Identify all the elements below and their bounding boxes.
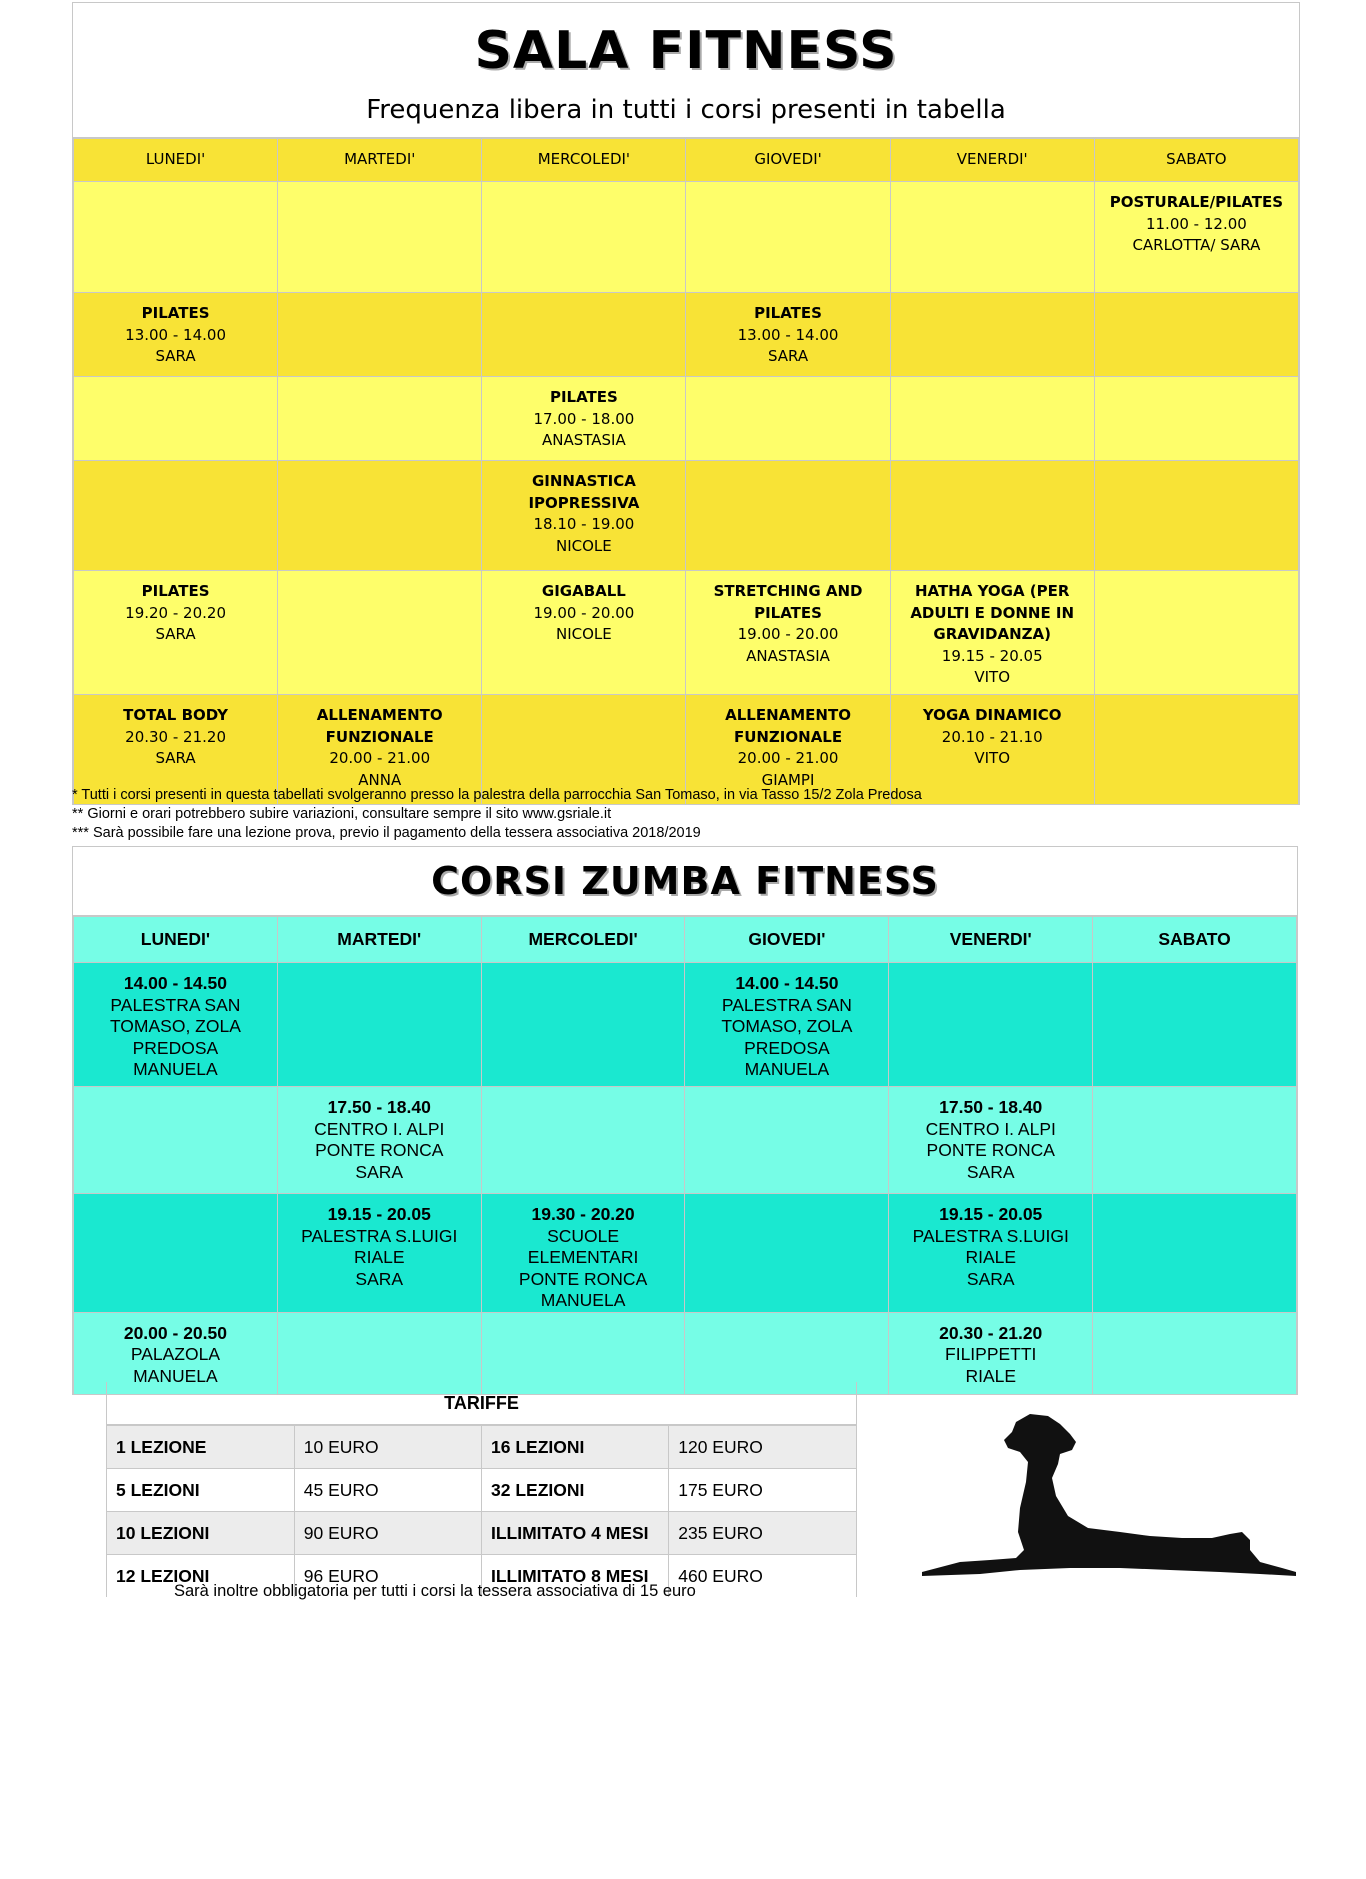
fitness-notes: [72, 786, 1298, 843]
package-price: 175 EURO: [669, 1469, 856, 1512]
zumba-row: [74, 1087, 1297, 1194]
fitness-cell: [74, 461, 278, 571]
package-label: ILLIMITATO 4 MESI: [482, 1512, 669, 1555]
course-name: PILATES: [141, 582, 210, 600]
fitness-cell: [1094, 377, 1298, 461]
course-teacher: NICOLE: [556, 536, 612, 555]
package-price: 235 EURO: [669, 1512, 856, 1555]
class-detail: MANUELA: [540, 1290, 626, 1310]
class-detail: PONTE RONCA: [926, 1140, 1055, 1160]
course-time: 20.30 - 21.20: [125, 727, 226, 746]
fitness-cell: [74, 377, 278, 461]
course-teacher: VITO: [974, 668, 1011, 686]
zumba-day-header-row: [74, 917, 1297, 963]
zumba-cell: [889, 1194, 1093, 1313]
class-detail: SARA: [966, 1268, 1015, 1289]
class-detail: MANUELA: [133, 1365, 218, 1386]
package-label: 16 LEZIONI: [482, 1426, 669, 1469]
class-detail: PALESTRA SAN TOMASO, ZOLA PREDOSA: [109, 994, 241, 1058]
class-detail: RIALE: [965, 1365, 1017, 1386]
zumba-title: CORSI ZUMBA FITNESS: [431, 859, 939, 903]
price-row: [107, 1426, 856, 1469]
class-detail: PONTE RONCA: [315, 1140, 444, 1160]
class-detail: SCUOLE ELEMENTARI: [527, 1225, 639, 1267]
fitness-cell: [278, 461, 482, 571]
price-grid: [107, 1425, 856, 1597]
class-detail: MANUELA: [744, 1059, 830, 1079]
fitness-cell: [686, 571, 890, 695]
course-name: GIGABALL: [541, 582, 626, 600]
package-price: 460 EURO: [669, 1555, 856, 1598]
fitness-cell: [74, 571, 278, 695]
note-line: *** Sarà possibile fare una lezione prova, previo il pagamento della tessera associativa 2018/2019: [72, 825, 701, 841]
fitness-cell: [1094, 293, 1298, 377]
class-detail: PALESTRA S.LUIGI: [912, 1225, 1069, 1246]
fitness-cell: [686, 182, 890, 293]
zumba-cell: [74, 1194, 278, 1313]
package-price: 90 EURO: [294, 1512, 481, 1555]
zumba-row: [74, 963, 1297, 1087]
package-label: 5 LEZIONI: [107, 1469, 294, 1512]
course-teacher: ANASTASIA: [746, 646, 830, 665]
fitness-row: [74, 293, 1299, 377]
course-teacher: NICOLE: [556, 625, 612, 643]
day-header: MERCOLEDI': [481, 917, 685, 963]
class-detail: RIALE: [353, 1247, 405, 1267]
fitness-cell: [1094, 182, 1298, 293]
zumba-cell: [1093, 1194, 1297, 1313]
zumba-cell: [1093, 1312, 1297, 1394]
fitness-header: [73, 3, 1299, 138]
fitness-cell: [482, 377, 686, 461]
zumba-cell: [685, 1194, 889, 1313]
fitness-cell: [890, 461, 1094, 571]
course-name: GINNASTICA IPOPRESSIVA: [528, 472, 640, 512]
fitness-cell: [482, 571, 686, 695]
fitness-schedule: [72, 2, 1300, 805]
zumba-cell: [889, 1087, 1093, 1194]
fitness-cell: [482, 461, 686, 571]
course-time: 17.00 - 18.00: [533, 409, 635, 428]
fitness-day-header-row: [74, 139, 1299, 182]
class-detail: CENTRO I. ALPI: [314, 1118, 445, 1139]
class-time: 19.15 - 20.05: [939, 1204, 1043, 1224]
course-teacher: ANNA: [358, 770, 402, 789]
package-label: 32 LEZIONI: [482, 1469, 669, 1512]
course-name: TOTAL BODY: [123, 706, 228, 724]
course-time: 20.00 - 21.00: [737, 749, 839, 767]
course-time: 19.20 - 20.20: [125, 603, 226, 622]
day-header: GIOVEDI': [686, 139, 890, 182]
note-line: * Tutti i corsi presenti in questa tabellati svolgeranno presso la palestra della parrocchia San Tomaso, in via Tasso 15/2 Zola Predosa: [72, 787, 922, 803]
course-teacher: CARLOTTA/ SARA: [1132, 236, 1261, 254]
class-detail: PALESTRA SAN TOMASO, ZOLA PREDOSA: [721, 994, 853, 1058]
course-time: 13.00 - 14.00: [737, 325, 839, 344]
class-time: 14.00 - 14.50: [123, 973, 227, 993]
zumba-cell: [1093, 963, 1297, 1087]
zumba-cell: [685, 1087, 889, 1194]
fitness-cell: [1094, 461, 1298, 571]
fitness-row: [74, 461, 1299, 571]
day-header: LUNEDI': [74, 139, 278, 182]
course-teacher: SARA: [155, 625, 196, 643]
class-detail: CENTRO I. ALPI: [925, 1118, 1056, 1139]
yoga-silhouette-icon: [920, 1412, 1298, 1576]
package-price: 10 EURO: [294, 1426, 481, 1469]
fitness-cell: [686, 377, 890, 461]
course-name: POSTURALE/PILATES: [1109, 193, 1284, 211]
zumba-cell: [889, 963, 1093, 1087]
fitness-title: SALA FITNESS: [474, 21, 898, 81]
zumba-header: [73, 847, 1297, 916]
zumba-cell: [481, 1087, 685, 1194]
fitness-cell: [890, 571, 1094, 695]
class-detail: PONTE RONCA: [518, 1268, 648, 1289]
fitness-cell: [278, 377, 482, 461]
fitness-cell: [74, 293, 278, 377]
fitness-cell: [482, 182, 686, 293]
course-time: 19.00 - 20.00: [737, 625, 839, 643]
class-time: 19.30 - 20.20: [531, 1204, 635, 1224]
zumba-cell: [889, 1312, 1093, 1394]
zumba-cell: [685, 963, 889, 1087]
fitness-cell: [890, 182, 1094, 293]
zumba-schedule: [72, 846, 1298, 1395]
fitness-row: [74, 571, 1299, 695]
class-time: 14.00 - 14.50: [735, 973, 839, 993]
zumba-cell: [1093, 1087, 1297, 1194]
course-name: PILATES: [754, 304, 822, 322]
class-time: 20.30 - 21.20: [939, 1322, 1043, 1343]
course-time: 20.10 - 21.10: [941, 727, 1043, 746]
course-time: 11.00 - 12.00: [1145, 214, 1247, 233]
fitness-row: [74, 182, 1299, 293]
zumba-cell: [74, 963, 278, 1087]
course-time: 20.00 - 21.00: [329, 749, 431, 767]
zumba-cell: [481, 1194, 685, 1313]
package-label: 1 LEZIONE: [107, 1426, 294, 1469]
day-header: VENERDI': [890, 139, 1094, 182]
price-row: [107, 1512, 856, 1555]
class-detail: PALESTRA S.LUIGI: [301, 1225, 458, 1246]
day-header: LUNEDI': [74, 917, 278, 963]
course-teacher: VITO: [974, 749, 1011, 767]
class-detail: PALAZOLA: [130, 1344, 220, 1364]
course-teacher: SARA: [767, 347, 809, 365]
day-header: MERCOLEDI': [482, 139, 686, 182]
class-detail: SARA: [966, 1161, 1015, 1182]
package-label: 10 LEZIONI: [107, 1512, 294, 1555]
zumba-cell: [277, 1194, 481, 1313]
course-name: PILATES: [549, 388, 618, 406]
package-price: 45 EURO: [294, 1469, 481, 1512]
day-header: MARTEDI': [278, 139, 482, 182]
fitness-cell: [890, 293, 1094, 377]
class-time: 20.00 - 20.50: [123, 1322, 227, 1343]
class-time: 17.50 - 18.40: [327, 1097, 431, 1117]
package-label: 12 LEZIONI: [107, 1555, 294, 1598]
fitness-subtitle: Frequenza libera in tutti i corsi presenti in tabella: [366, 95, 1006, 125]
zumba-cell: [481, 963, 685, 1087]
fitness-table: [73, 138, 1299, 805]
course-teacher: SARA: [155, 749, 196, 767]
course-name: ALLENAMENTO FUNZIONALE: [316, 706, 443, 746]
zumba-cell: [277, 1087, 481, 1194]
course-time: 19.00 - 20.00: [533, 603, 635, 622]
course-name: STRETCHING AND PILATES: [713, 582, 863, 622]
package-label: ILLIMITATO 8 MESI: [482, 1555, 669, 1598]
zumba-cell: [277, 963, 481, 1087]
course-teacher: ANASTASIA: [542, 431, 626, 449]
zumba-cell: [74, 1087, 278, 1194]
course-name: HATHA YOGA (PER ADULTI E DONNE IN GRAVIDANZA): [910, 582, 1075, 643]
course-teacher: GIAMPI: [761, 770, 815, 789]
fitness-cell: [890, 377, 1094, 461]
fitness-cell: [686, 293, 890, 377]
fitness-cell: [686, 461, 890, 571]
zumba-row: [74, 1194, 1297, 1313]
fitness-cell: [1094, 571, 1298, 695]
day-header: SABATO: [1093, 917, 1297, 963]
price-table-title: TARIFFE: [107, 1382, 856, 1425]
course-time: 19.15 - 20.05: [941, 646, 1043, 665]
class-detail: SARA: [355, 1268, 404, 1289]
fitness-row: [74, 377, 1299, 461]
course-name: ALLENAMENTO FUNZIONALE: [725, 706, 851, 746]
day-header: MARTEDI': [277, 917, 481, 963]
day-header: SABATO: [1094, 139, 1298, 182]
price-row: [107, 1469, 856, 1512]
day-header: GIOVEDI': [685, 917, 889, 963]
membership-footnote: Sarà inoltre obbligatoria per tutti i corsi la tessera associativa di 15 euro: [174, 1582, 696, 1600]
class-detail: FILIPPETTI: [945, 1344, 1037, 1364]
fitness-cell: [278, 182, 482, 293]
course-name: YOGA DINAMICO: [922, 706, 1062, 724]
course-time: 18.10 - 19.00: [533, 515, 635, 533]
course-teacher: SARA: [155, 347, 196, 365]
note-line: ** Giorni e orari potrebbero subire variazioni, consultare sempre il sito www.gsriale.it: [72, 806, 612, 822]
class-detail: MANUELA: [133, 1059, 218, 1079]
package-price: 120 EURO: [669, 1426, 856, 1469]
fitness-cell: [74, 182, 278, 293]
class-time: 19.15 - 20.05: [327, 1204, 431, 1224]
fitness-cell: [482, 293, 686, 377]
class-detail: RIALE: [965, 1247, 1017, 1267]
class-time: 17.50 - 18.40: [939, 1097, 1043, 1117]
zumba-table: [73, 916, 1297, 1395]
price-table: [106, 1382, 857, 1597]
day-header: VENERDI': [889, 917, 1093, 963]
package-price: 96 EURO: [294, 1555, 481, 1598]
fitness-cell: [278, 571, 482, 695]
course-name: PILATES: [141, 304, 210, 322]
course-time: 13.00 - 14.00: [125, 325, 226, 344]
class-detail: SARA: [355, 1161, 404, 1182]
fitness-cell: [278, 293, 482, 377]
